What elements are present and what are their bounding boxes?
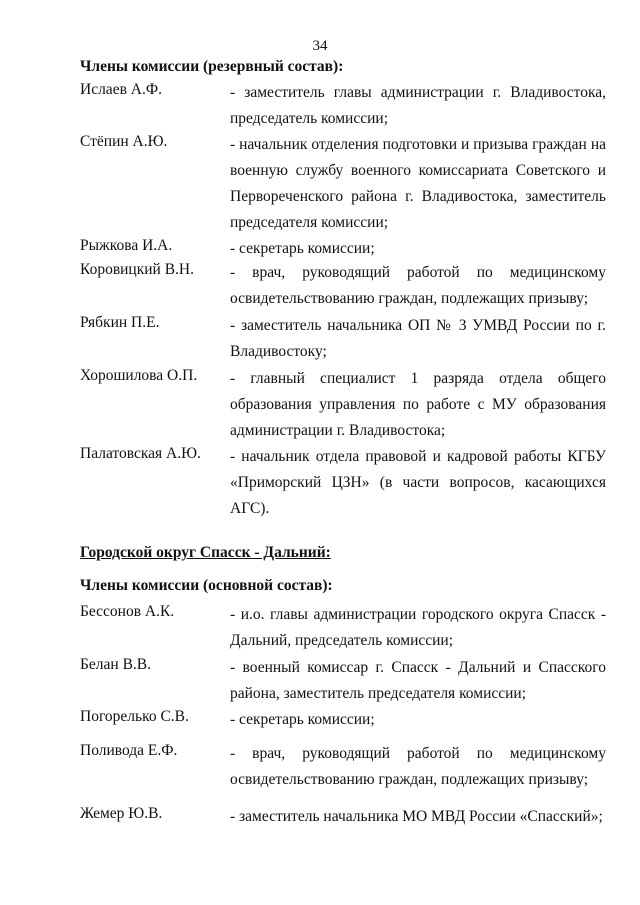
member-role: - врач, руководящий работой по медицинскому освидетельствованию граждан, подлежащих призыву; <box>230 264 606 307</box>
member-role: - начальник отдела правовой и кадровой работы КГБУ «Приморский ЦЗН» (в части вопросов, касающихся АГС). <box>230 448 606 517</box>
member-role: - врач, руководящий работой по медицинскому освидетельствованию граждан, подлежащих призыву; <box>230 745 606 788</box>
member-name: Коровицкий В.Н. <box>80 261 195 278</box>
member-name: Палатовская А.Ю. <box>80 445 201 462</box>
member-name: Рябкин П.Е. <box>80 314 160 331</box>
member-role: - заместитель начальника ОП № 3 УМВД России по г. Владивостоку; <box>230 317 606 360</box>
section-heading-main: Члены комиссии (основной состав): <box>80 577 333 594</box>
member-name: Погорелько С.В. <box>80 708 189 725</box>
member-role: - начальник отделения подготовки и призыва граждан на военную службу военного комиссариата Советского и Первореченского района г. Владивостока, заместитель председателя комиссии; <box>230 136 606 231</box>
page-number: 34 <box>312 38 328 54</box>
member-name: Хорошилова О.П. <box>80 367 198 384</box>
member-role: - секретарь комиссии; <box>230 240 375 257</box>
member-role: - военный комиссар г. Спасск - Дальний и Спасского района, заместитель председателя комиссии; <box>230 659 606 702</box>
member-name: Жемер Ю.В. <box>80 805 163 822</box>
member-name: Поливода Е.Ф. <box>80 742 178 759</box>
member-name: Рыжкова И.А. <box>80 237 173 254</box>
member-name: Бессонов А.К. <box>80 603 175 620</box>
member-role: - заместитель главы администрации г. Владивостока, председатель комиссии; <box>230 84 606 127</box>
member-role: - и.о. главы администрации городского округа Спасск - Дальний, председатель комиссии; <box>230 606 606 649</box>
section-heading-reserve: Члены комиссии (резервный состав): <box>80 58 344 75</box>
district-heading: Городской округ Спасск - Дальний: <box>80 544 331 561</box>
member-role: - главный специалист 1 разряда отдела общего образования управления по работе с МУ образования администрации г. Владивостока; <box>230 370 606 439</box>
member-name: Ислаев А.Ф. <box>80 81 162 98</box>
member-role: - секретарь комиссии; <box>230 711 375 728</box>
member-name: Стёпин А.Ю. <box>80 133 168 150</box>
member-name: Белан В.В. <box>80 656 151 673</box>
member-role: - заместитель начальника МО МВД России «Спасский»; <box>230 808 603 825</box>
